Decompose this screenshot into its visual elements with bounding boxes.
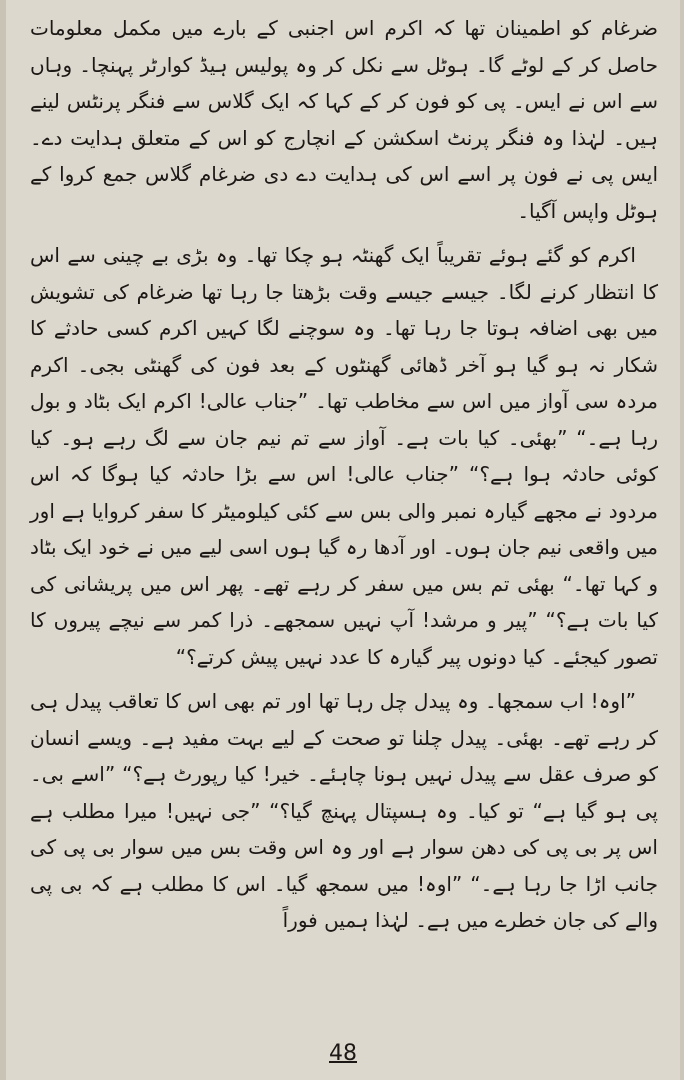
paragraph-1: ضرغام کو اطمینان تھا کہ اکرم اس اجنبی کے بارے میں مکمل معلومات حاصل کر کے لوٹے گا۔ ہوٹل سے نکل کر وہ پولیس ہیڈ کوارٹر پہنچا۔ وہاں سے اس نے ایس۔ پی کو فون کر کے کہا کہ ایک گلاس سے فنگر پرنٹس لینے ہیں۔ لہٰذا وہ فنگر پرنٹ اسکشن کے انچارج کو اس کے متعلق ہدایت دے۔ ایس پی نے فون پر اسے اس کی ہدایت دے دی ضرغام گلاس جمع کروا کے ہوٹل واپس آگیا۔ bbox=[30, 16, 658, 223]
page-number: 48 bbox=[329, 1041, 357, 1066]
paragraph-2: اکرم کو گئے ہوئے تقریباً ایک گھنٹہ ہو چکا تھا۔ وہ بڑی بے چینی سے اس کا انتظار کرنے لگا۔ جیسے جیسے وقت بڑھتا جا رہا تھا ضرغام کی تشویش میں بھی اضافہ ہوتا جا رہا تھا۔ وہ سوچنے لگا کہیں اکرم کسی حادثے کا شکار نہ ہو گیا ہو آخر ڈھائی گھنٹوں کے بعد فون کی گھنٹی بجی۔ اکرم مردہ سی آواز میں اس سے مخاطب تھا۔ ”جناب عالی! اکرم ایک بٹاد و بول رہا ہے۔“ ”بھئی۔ کیا بات ہے۔ آواز سے تم نیم جان سے لگ رہے ہو۔ کیا کوئی حادثہ ہوا ہے؟“ ”جناب عالی! اس سے بڑا حادثہ کیا ہوگا کہ اس مردود نے مجھے گیارہ نمبر والی بس سے کئی کیلومیٹر کا سفر کروایا ہے اور میں واقعی نیم جان ہوں۔ اور آدھا رہ گیا ہوں اسی لیے میں نے خود ایک بٹاد و کہا تھا۔“ بھئی تم بس میں سفر کر رہے تھے۔ پھر اس میں پریشانی کی کیا بات ہے؟“ ”پیر و مرشد! آپ نہیں سمجھے۔ ذرا کمر سے نیچے پیروں کا تصور کیجئے۔ کیا دونوں پیر گیارہ کا عدد نہیں پیش کرتے؟“ bbox=[30, 243, 658, 669]
paragraph-3: ”اوہ! اب سمجھا۔ وہ پیدل چل رہا تھا اور تم بھی اس کا تعاقب پیدل ہی کر رہے تھے۔ بھئی۔ پیدل چلنا تو صحت کے لیے بہت مفید ہے۔ ویسے انسان کو صرف عقل سے پیدل نہیں ہونا چاہئے۔ خیر! کیا رپورٹ ہے؟“ ”اسے بی۔ پی ہو گیا ہے“ تو کیا۔ وہ ہسپتال پہنچ گیا؟“ ”جی نہیں! میرا مطلب ہے اس پر بی پی کی دھن سوار ہے اور وہ اس وقت بس میں سوار بی پی کی جانب اڑا جا رہا ہے۔“ ”اوہ! میں سمجھ گیا۔ اس کا مطلب ہے کہ بی پی والے کی جان خطرے میں ہے۔ لہٰذا ہمیں فوراً bbox=[30, 689, 658, 932]
urdu-text-body bbox=[30, 10, 658, 939]
